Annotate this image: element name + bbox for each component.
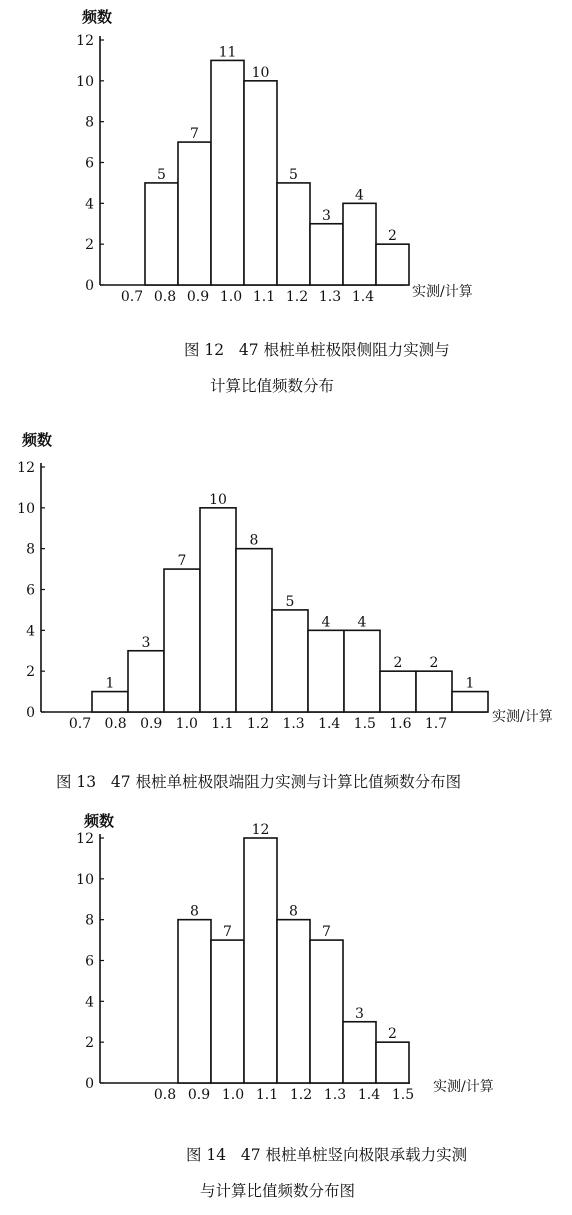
x-tick-label: 1.0 bbox=[221, 1087, 245, 1103]
bar bbox=[178, 142, 211, 285]
bar-value-label: 3 bbox=[355, 1005, 364, 1022]
caption-13-line1: 图 13 47 根桩单桩极限端阻力实测与计算比值频数分布图 bbox=[56, 773, 462, 791]
x-tick-label: 1.2 bbox=[246, 716, 270, 732]
y-tick-label: 8 bbox=[85, 114, 94, 131]
caption-14-line1: 图 14 47 根桩单桩竖向极限承载力实测 bbox=[186, 1146, 468, 1164]
bar bbox=[272, 610, 308, 712]
x-tick-label: 1.2 bbox=[285, 289, 309, 305]
bar-value-label: 4 bbox=[357, 614, 367, 631]
x-tick-label: 1.0 bbox=[175, 716, 198, 732]
bar-value-label: 2 bbox=[429, 655, 439, 672]
bar-value-label: 2 bbox=[388, 1026, 397, 1043]
bar bbox=[244, 838, 277, 1083]
x-tick-label: 1.0 bbox=[219, 289, 243, 305]
bar-value-label: 8 bbox=[249, 532, 259, 549]
bar bbox=[343, 1022, 376, 1083]
y-tick-label: 10 bbox=[17, 500, 35, 517]
x-tick-label: 1.4 bbox=[357, 1087, 381, 1103]
bar bbox=[277, 920, 310, 1083]
x-tick-label: 1.3 bbox=[323, 1087, 347, 1103]
bar-value-label: 7 bbox=[177, 553, 187, 570]
caption-12-line2: 计算比值频数分布 bbox=[210, 377, 335, 395]
bar bbox=[277, 183, 310, 285]
x-tick-label: 1.3 bbox=[282, 716, 305, 732]
figure-14 bbox=[0, 800, 572, 1200]
y-tick-label: 6 bbox=[85, 953, 94, 970]
y-tick-label: 12 bbox=[76, 33, 94, 49]
chart-13 bbox=[0, 420, 572, 740]
y-tick-label: 2 bbox=[85, 1035, 94, 1052]
bar-value-label: 11 bbox=[218, 44, 237, 61]
x-tick-label: 1.5 bbox=[391, 1087, 415, 1103]
y-tick-label: 0 bbox=[85, 278, 94, 294]
x-tick-label: 1.3 bbox=[318, 289, 342, 305]
bar bbox=[200, 508, 236, 712]
y-tick-label: 4 bbox=[85, 994, 94, 1011]
y-tick-label: 2 bbox=[85, 237, 94, 254]
x-tick-label: 0.7 bbox=[68, 716, 92, 732]
figure-13 bbox=[0, 420, 572, 800]
y-axis-label: 频数 bbox=[82, 8, 113, 26]
bar-value-label: 7 bbox=[190, 126, 199, 143]
bar bbox=[128, 651, 164, 712]
bar-value-label: 3 bbox=[141, 634, 151, 651]
bar bbox=[164, 569, 200, 712]
bar-value-label: 7 bbox=[223, 924, 232, 941]
chart-14 bbox=[0, 800, 572, 1120]
y-axis-label: 频数 bbox=[22, 431, 53, 449]
bar-value-label: 2 bbox=[388, 228, 397, 245]
x-tick-label: 0.8 bbox=[104, 716, 127, 732]
y-tick-label: 6 bbox=[85, 155, 94, 172]
caption-14-line2: 与计算比值频数分布图 bbox=[200, 1182, 356, 1200]
bar-value-label: 8 bbox=[190, 903, 199, 920]
x-tick-label: 0.9 bbox=[187, 1087, 211, 1103]
bar bbox=[376, 1042, 409, 1083]
bar bbox=[244, 81, 277, 285]
bar bbox=[211, 60, 244, 285]
x-tick-label: 0.9 bbox=[140, 716, 163, 732]
x-tick-label: 1.4 bbox=[318, 716, 341, 732]
bar bbox=[178, 920, 211, 1083]
bar-value-label: 1 bbox=[105, 675, 115, 692]
chart-12 bbox=[0, 0, 572, 320]
y-tick-label: 4 bbox=[85, 196, 94, 213]
bar bbox=[376, 244, 409, 285]
x-tick-label: 1.6 bbox=[389, 716, 412, 732]
bar bbox=[380, 671, 416, 712]
y-tick-label: 6 bbox=[26, 582, 35, 599]
x-axis-label: 实测/计算 bbox=[433, 1079, 494, 1095]
bar bbox=[343, 203, 376, 285]
bar bbox=[145, 183, 178, 285]
x-axis-label: 实测/计算 bbox=[492, 709, 553, 725]
x-tick-label: 0.8 bbox=[153, 289, 177, 305]
bar bbox=[236, 549, 272, 712]
bar bbox=[452, 692, 488, 712]
x-tick-label: 0.9 bbox=[186, 289, 210, 305]
y-tick-label: 8 bbox=[26, 541, 35, 558]
bar-value-label: 10 bbox=[209, 491, 227, 508]
x-tick-label: 1.4 bbox=[351, 289, 375, 305]
y-tick-label: 8 bbox=[85, 912, 94, 929]
bar-value-label: 4 bbox=[355, 187, 364, 204]
bar-value-label: 1 bbox=[465, 675, 475, 692]
y-tick-label: 10 bbox=[76, 73, 94, 90]
y-tick-label: 12 bbox=[17, 460, 35, 476]
figure-12 bbox=[0, 0, 572, 420]
y-tick-label: 2 bbox=[26, 664, 35, 681]
bar bbox=[416, 671, 452, 712]
x-tick-label: 1.7 bbox=[424, 716, 448, 732]
x-tick-label: 0.7 bbox=[120, 289, 144, 305]
bar-value-label: 4 bbox=[321, 614, 331, 631]
x-tick-label: 1.1 bbox=[252, 289, 276, 305]
y-tick-label: 0 bbox=[26, 705, 35, 721]
bar-value-label: 2 bbox=[393, 655, 403, 672]
bar-value-label: 5 bbox=[289, 166, 298, 183]
x-axis-label: 实测/计算 bbox=[412, 284, 473, 300]
x-tick-label: 1.2 bbox=[289, 1087, 313, 1103]
bar bbox=[310, 224, 343, 285]
bar-value-label: 12 bbox=[251, 822, 270, 838]
x-tick-label: 1.5 bbox=[353, 716, 376, 732]
bar-value-label: 10 bbox=[251, 64, 270, 81]
y-tick-label: 12 bbox=[76, 831, 94, 847]
bar-value-label: 5 bbox=[285, 593, 295, 610]
y-tick-label: 4 bbox=[26, 623, 35, 640]
bar-value-label: 7 bbox=[322, 924, 331, 941]
x-tick-label: 0.8 bbox=[153, 1087, 177, 1103]
bar bbox=[211, 940, 244, 1083]
bar-value-label: 5 bbox=[157, 166, 166, 183]
bar bbox=[308, 630, 344, 712]
x-tick-label: 1.1 bbox=[211, 716, 234, 732]
bar bbox=[344, 630, 380, 712]
y-tick-label: 10 bbox=[76, 871, 94, 888]
bar-value-label: 3 bbox=[322, 207, 331, 224]
bar-value-label: 8 bbox=[289, 903, 298, 920]
x-tick-label: 1.1 bbox=[255, 1087, 279, 1103]
caption-12-line1: 图 12 47 根桩单桩极限侧阻力实测与 bbox=[184, 341, 450, 359]
bar bbox=[310, 940, 343, 1083]
y-axis-label: 频数 bbox=[84, 812, 115, 830]
bar bbox=[92, 692, 128, 712]
y-tick-label: 0 bbox=[85, 1076, 94, 1092]
